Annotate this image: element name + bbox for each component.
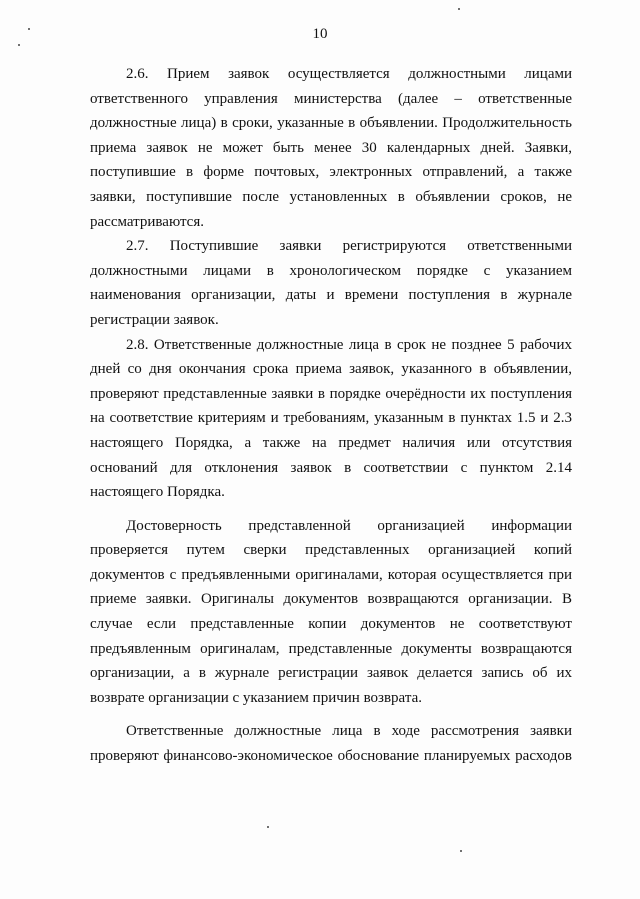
text-line: регистрации заявок.: [90, 311, 219, 328]
text-line: должностными лицами в хронологическом порядке с указанием: [90, 262, 572, 279]
text-line: 2.6. Прием заявок осуществляется должностными лицами: [126, 66, 572, 82]
text-line: поступившие в форме почтовых, электронных отправлений, а также: [90, 164, 572, 181]
text-line: дней со дня окончания срока приема заявок, указанного в объявлении,: [90, 361, 572, 378]
scan-speck: [28, 28, 30, 30]
paragraph-gap: [90, 710, 572, 719]
page-number: 10: [312, 26, 328, 42]
text-line: 2.7. Поступившие заявки регистрируются ответственными: [126, 238, 572, 255]
scan-speck: [18, 44, 20, 46]
text-line: организации, а в журнале регистрации заявок делается запись об их: [90, 665, 572, 682]
text-line: документов с предъявленными оригиналами, которая осуществляется при: [90, 566, 572, 583]
text-line: проверяется путем сверки представленных организацией копий: [90, 542, 572, 559]
paragraph-2-8: [90, 333, 572, 505]
text-line: проверяют представленные заявки в порядке очерёдности их поступления: [90, 385, 572, 402]
text-line: Ответственные должностные лица в ходе рассмотрения заявки: [126, 723, 572, 740]
paragraph-2-6: [90, 62, 572, 234]
text-line: рассматриваются.: [90, 213, 204, 230]
text-line: предъявленным оригиналам, представленные документы возвращаются: [90, 640, 572, 657]
paragraph-reliability: [90, 514, 572, 711]
paragraph-2-7: [90, 234, 572, 332]
text-line: проверяют финансово-экономическое обоснование планируемых расходов: [90, 748, 572, 765]
text-line: должностные лица) в сроки, указанные в объявлении. Продолжительность: [90, 115, 572, 132]
text-line: возврате организации с указанием причин возврата.: [90, 689, 422, 706]
document-body: [90, 62, 572, 769]
text-line: настоящего Порядка, а также на предмет наличия или отсутствия: [90, 434, 572, 451]
scan-speck: [458, 8, 460, 10]
text-line: Достоверность представленной организацией информации: [126, 517, 572, 534]
text-line: настоящего Порядка.: [90, 484, 225, 501]
text-line: ответственного управления министерства (далее – ответственные: [90, 90, 572, 107]
text-line: приеме заявки. Оригиналы документов возвращаются организации. В: [90, 591, 572, 608]
scan-speck: [267, 826, 269, 828]
text-line: оснований для отклонения заявок в соответствии с пунктом 2.14: [90, 459, 572, 476]
scan-speck: [460, 850, 462, 852]
text-line: наименования организации, даты и времени поступления в журнале: [90, 287, 572, 304]
paragraph-gap: [90, 505, 572, 514]
paragraph-review: [90, 719, 572, 768]
text-line: заявки, поступившие после установленных в объявлении сроков, не: [90, 188, 572, 205]
text-line: случае если представленные копии документов не соответствуют: [90, 616, 572, 633]
text-line: приема заявок не может быть менее 30 календарных дней. Заявки,: [90, 139, 572, 156]
text-line: на соответствие критериям и требованиям, указанным в пунктах 1.5 и 2.3: [90, 410, 572, 427]
text-line: 2.8. Ответственные должностные лица в срок не позднее 5 рабочих: [126, 336, 572, 353]
